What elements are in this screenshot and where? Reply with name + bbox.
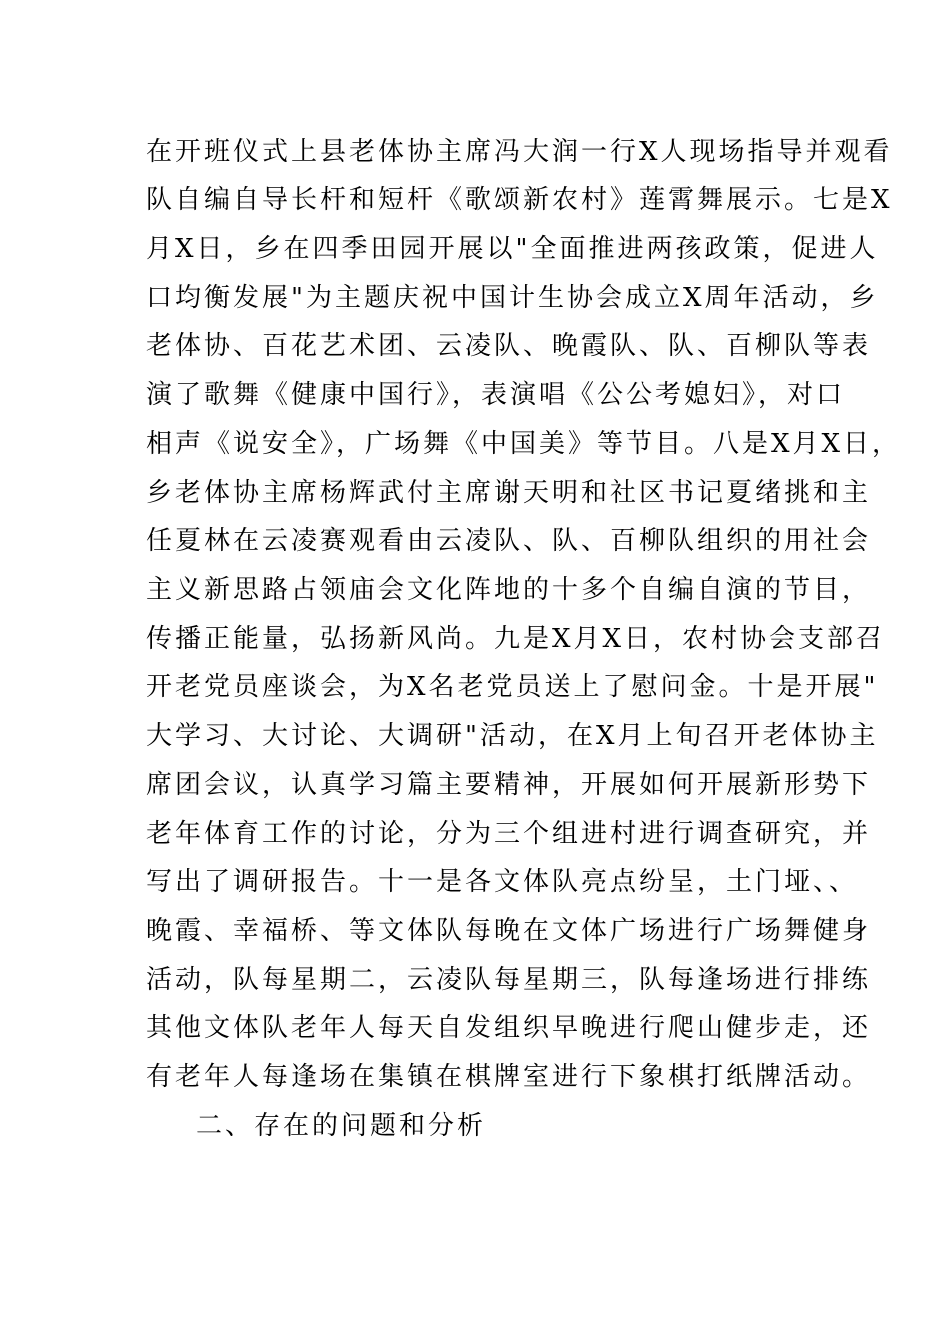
body-line-7: 相声《说安全》，广场舞《中国美》等节目。八是X月X日， bbox=[146, 429, 902, 459]
body-line-18: 活动，队每星期二，云凌队每星期三，队每逢场进行排练 bbox=[146, 965, 872, 995]
body-line-19: 其他文体队老年人每天自发组织早晚进行爬山健步走，还 bbox=[146, 1013, 872, 1043]
body-line-16: 写出了调研报告。十一是各文体队亮点纷呈，土门垭、、 bbox=[146, 867, 859, 897]
body-line-11: 传播正能量，弘扬新风尚。九是X月X日，农村协会支部召 bbox=[146, 624, 886, 654]
body-line-9: 任夏林在云凌赛观看由云凌队、队、百柳队组织的用社会 bbox=[146, 526, 872, 556]
body-line-8: 乡老体协主席杨辉武付主席谢天明和社区书记夏绪挑和主 bbox=[146, 478, 872, 508]
body-line-2: 队自编自导长杆和短杆《歌颂新农村》莲霄舞展示。七是X bbox=[146, 185, 893, 215]
body-line-3: 月X日，乡在四季田园开展以"全面推进两孩政策，促进人 bbox=[146, 234, 879, 264]
body-line-13: 大学习、大讨论、大调研"活动，在X月上旬召开老体协主 bbox=[146, 721, 879, 751]
body-line-14: 席团会议，认真学习篇主要精神，开展如何开展新形势下 bbox=[146, 770, 872, 800]
body-line-15: 老年体育工作的讨论，分为三个组进村进行调查研究，并 bbox=[146, 819, 872, 849]
body-line-5: 老体协、百花艺术团、云凌队、晚霞队、队、百柳队等表 bbox=[146, 331, 872, 361]
body-line-12: 开老党员座谈会，为X名老党员送上了慰问金。十是开展" bbox=[146, 672, 879, 702]
section-heading: 二、存在的问题和分析 bbox=[196, 1111, 487, 1141]
body-line-4: 口均衡发展"为主题庆祝中国计生协会成立X周年活动，乡 bbox=[146, 283, 879, 313]
body-line-20: 有老年人每逢场在集镇在棋牌室进行下象棋打纸牌活动。 bbox=[146, 1062, 872, 1092]
body-line-17: 晚霞、幸福桥、等文体队每晚在文体广场进行广场舞健身 bbox=[146, 916, 872, 946]
body-line-10: 主义新思路占领庙会文化阵地的十多个自编自演的节目， bbox=[146, 575, 872, 605]
body-line-1: 在开班仪式上县老体协主席冯大润一行X人现场指导并观看 bbox=[146, 137, 893, 167]
body-line-6: 演了歌舞《健康中国行》，表演唱《公公考媳妇》，对口 bbox=[146, 380, 846, 410]
